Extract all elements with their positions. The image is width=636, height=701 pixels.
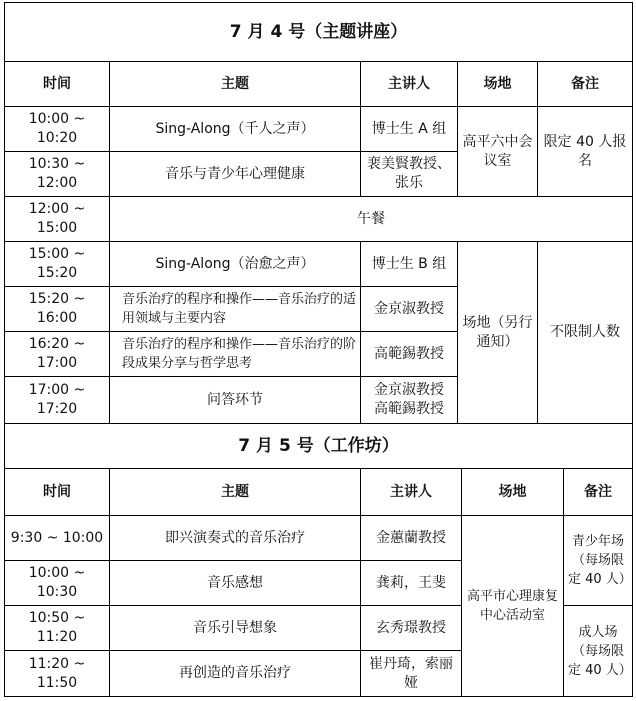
day1-venue-afternoon: 场地（另行通知）: [457, 241, 538, 424]
day1-row5-speaker: 金京淑教授: [360, 286, 458, 332]
day1-row4-time: 15:00 ~ 15:20: [4, 241, 110, 287]
day1-row6-time: 16:20 ~ 17:00: [4, 331, 110, 377]
day1-row4-topic: Sing-Along（治愈之声）: [109, 241, 361, 287]
day1-row4-speaker: 博士生 B 组: [360, 241, 458, 287]
day2-header-speaker: 主讲人: [360, 468, 462, 516]
day2-row1-speaker: 金蕙蘭教授: [360, 515, 462, 561]
day1-title: [4, 2, 633, 62]
day1-header-speaker: 主讲人: [360, 61, 458, 107]
day1-row1-time: 10:00 ~ 10:20: [4, 106, 110, 152]
day1-header-venue: 场地: [457, 61, 538, 107]
day2-note-adult: 成人场（每场限定 40 人）: [563, 605, 633, 697]
day1-row2-topic: 音乐与青少年心理健康: [109, 151, 361, 197]
day1-row7-speaker-2: 高範錫教授: [374, 401, 444, 417]
day1-row6-speaker: 高範錫教授: [360, 331, 458, 377]
day2-row3-topic: 音乐引导想象: [109, 605, 361, 651]
day2-row4-topic: 再创造的音乐治疗: [109, 650, 361, 697]
day1-venue-morning: 高平六中会议室: [457, 106, 538, 197]
day1-row1-speaker: 博士生 A 组: [360, 106, 458, 152]
day1-row7-time: 17:00 ~ 17:20: [4, 376, 110, 424]
day2-row1-time: 9:30 ~ 10:00: [4, 515, 110, 561]
day1-note-afternoon: 不限制人数: [537, 241, 633, 424]
day2-title-text: 7 月 5 号（工作坊）: [238, 435, 399, 456]
day2-note-youth: 青少年场（每场限定 40 人）: [563, 515, 633, 606]
day2-row4-speaker: 崔丹琦，索丽娅: [360, 650, 462, 697]
day1-row6-topic: 音乐治疗的程序和操作——音乐治疗的阶段成果分享与哲学思考: [109, 331, 361, 377]
day2-venue: 高平市心理康复中心活动室: [461, 515, 564, 697]
day1-row7-topic: 问答环节: [109, 376, 361, 424]
day2-row1-topic: 即兴演奏式的音乐治疗: [109, 515, 361, 561]
day1-row1-topic: Sing-Along（千人之声）: [109, 106, 361, 152]
day1-header-time: 时间: [4, 61, 110, 107]
day2-row4-time: 11:20 ~ 11:50: [4, 650, 110, 697]
day1-row7-speaker: [360, 376, 458, 424]
day2-header-time: 时间: [4, 468, 110, 516]
day1-row3-time: 12:00 ~ 15:00: [4, 196, 110, 242]
day2-header-venue: 场地: [461, 468, 564, 516]
day2-row3-speaker: 玄秀璟教授: [360, 605, 462, 651]
day2-header-note: 备注: [563, 468, 633, 516]
day2-title: [4, 423, 633, 469]
day2-row3-time: 10:50 ~ 11:20: [4, 605, 110, 651]
day2-row2-speaker: 龚莉，王斐: [360, 560, 462, 606]
day1-note-morning: 限定 40 人报名: [537, 106, 633, 197]
day2-header-topic: 主题: [109, 468, 361, 516]
day1-header-topic: 主题: [109, 61, 361, 107]
day1-row7-speaker-1: 金京淑教授: [374, 382, 444, 398]
day1-row2-speaker: 裵美賢教授、张乐: [360, 151, 458, 197]
day1-title-text: 7 月 4 号（主题讲座）: [229, 21, 408, 42]
day1-row5-topic: 音乐治疗的程序和操作——音乐治疗的适用领域与主要内容: [109, 286, 361, 332]
day2-row2-time: 10:00 ~ 10:30: [4, 560, 110, 606]
day1-row2-time: 10:30 ~ 12:00: [4, 151, 110, 197]
day1-header-note: 备注: [537, 61, 633, 107]
day2-row2-topic: 音乐感想: [109, 560, 361, 606]
day1-lunch: 午餐: [109, 196, 633, 242]
day1-row5-time: 15:20 ~ 16:00: [4, 286, 110, 332]
